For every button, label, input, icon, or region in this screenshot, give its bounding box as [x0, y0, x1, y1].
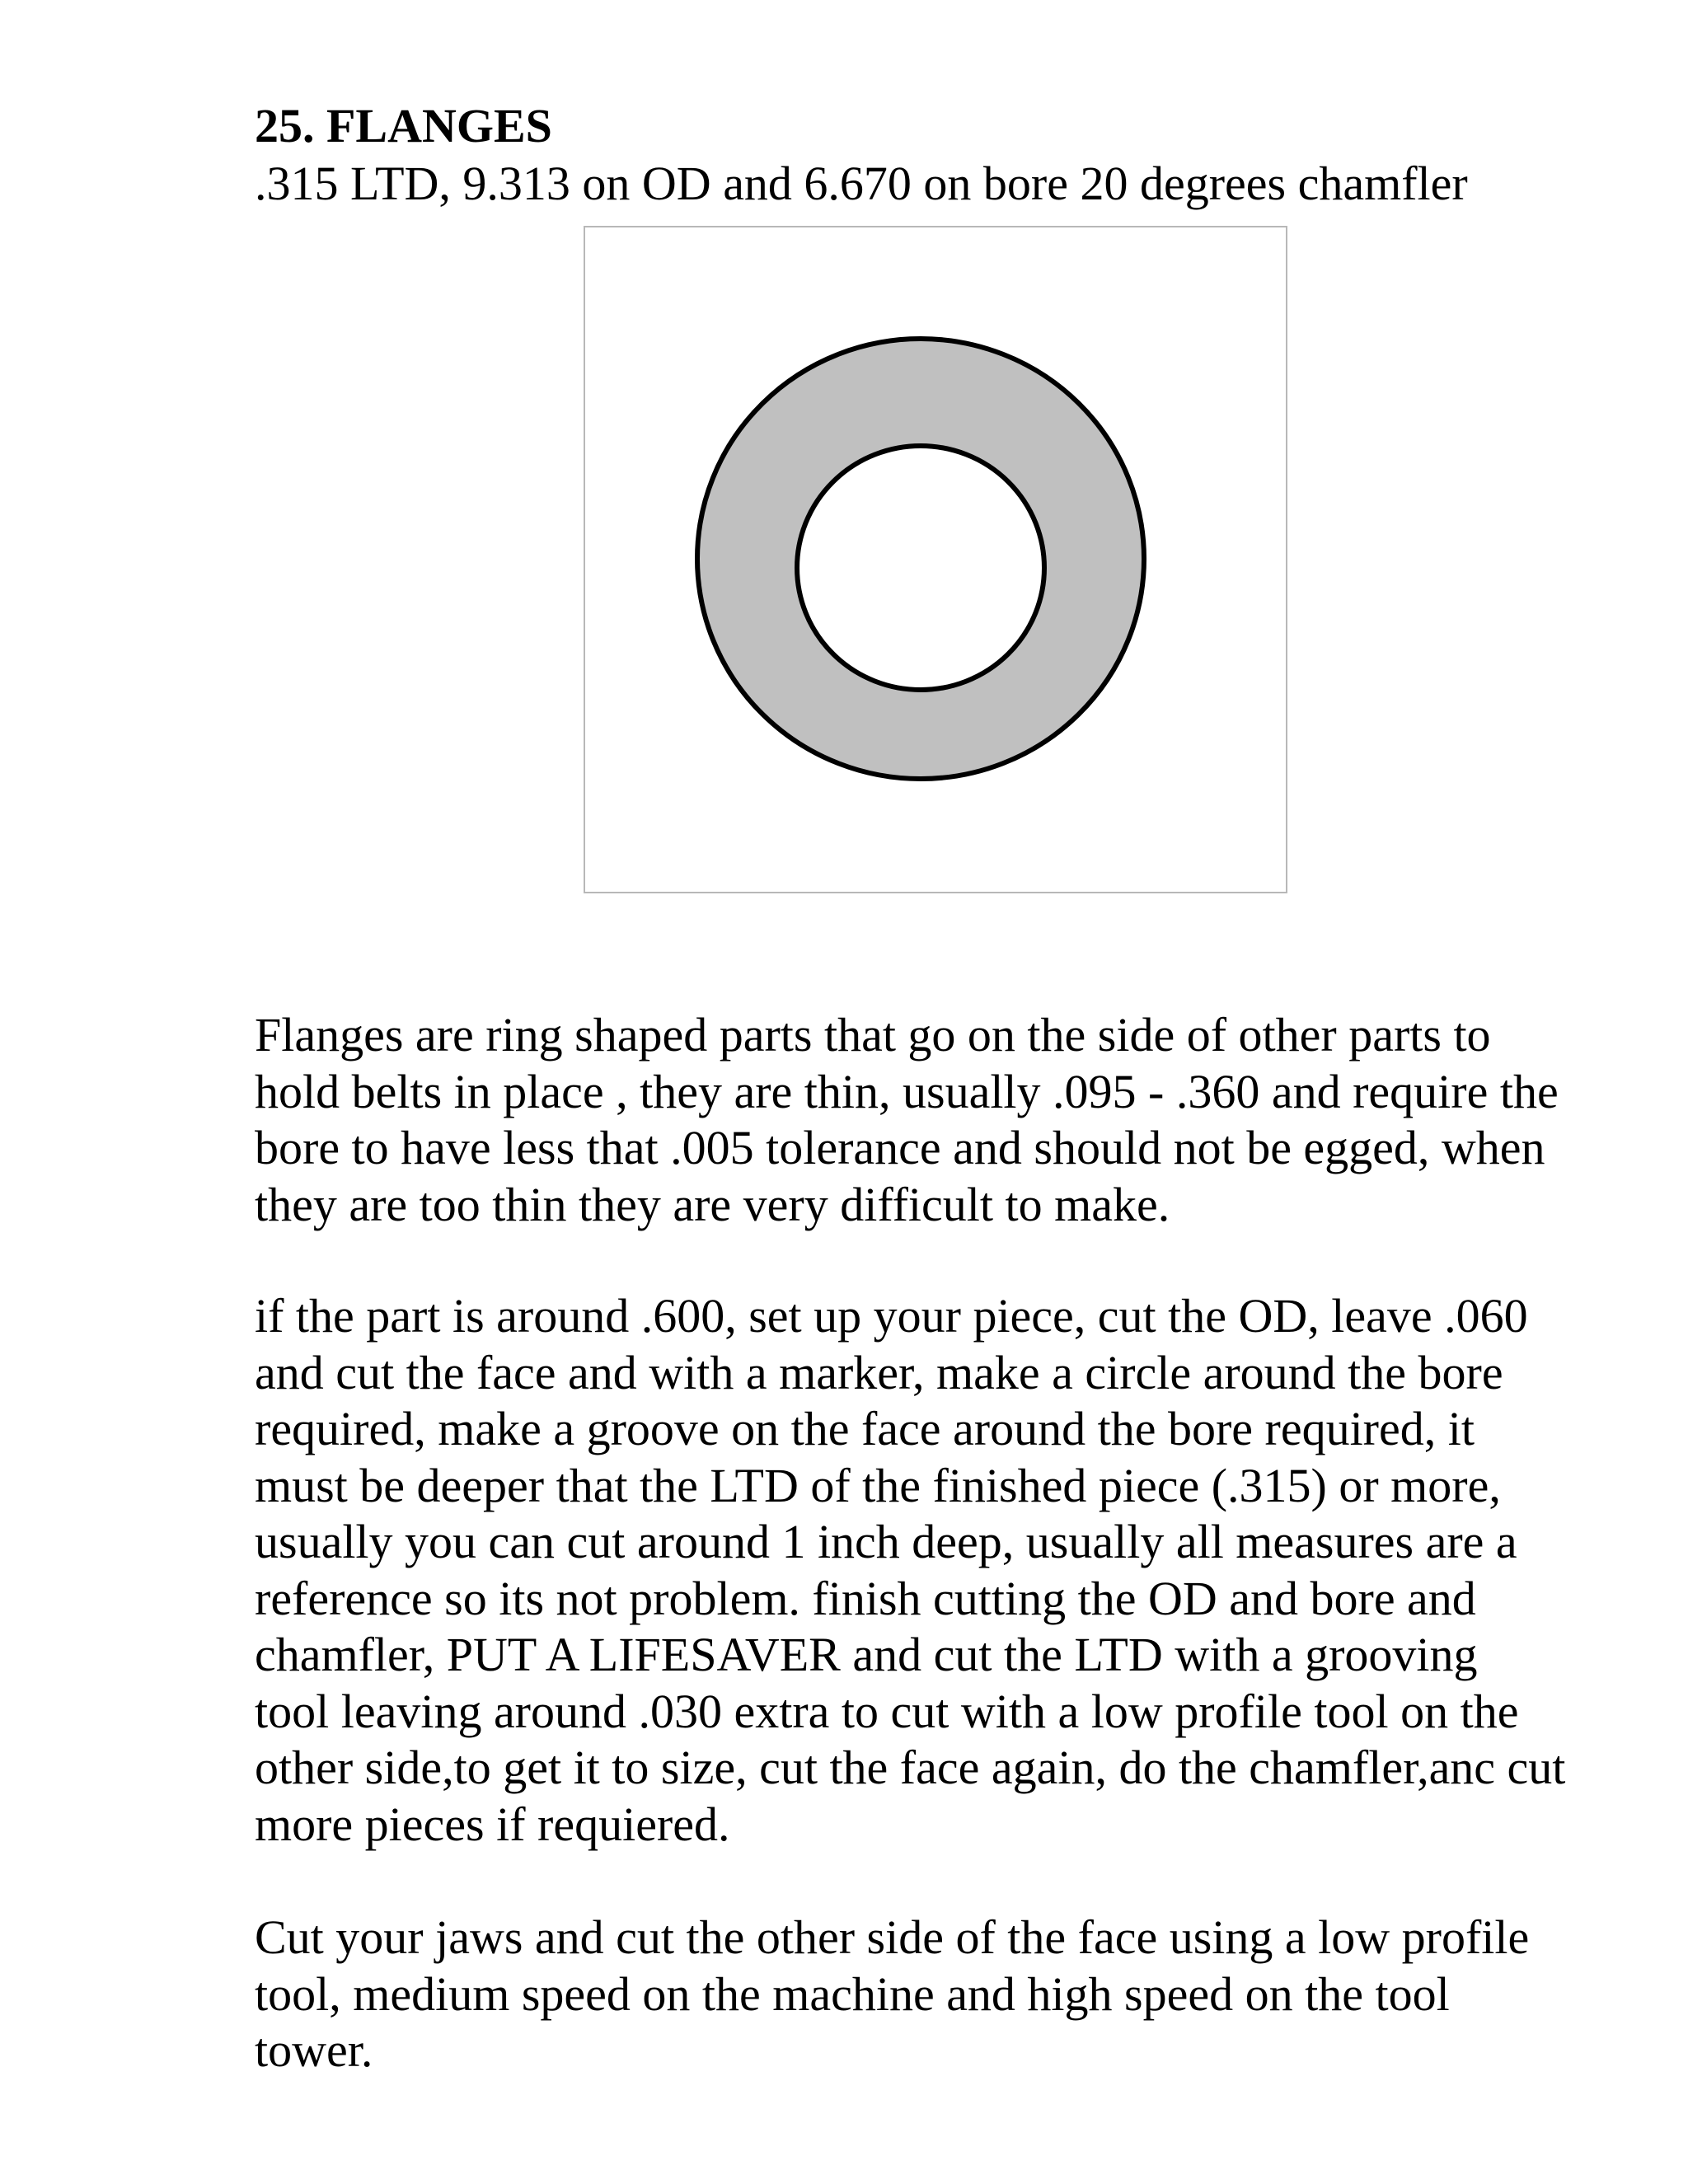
text-line: other side,to get it to size, cut the face again, do the chamfler,anc cut — [255, 1741, 1566, 1794]
section-title: 25. FLANGES — [255, 99, 552, 152]
text-line: Cut your jaws and cut the other side of the face using a low profile — [255, 1910, 1530, 1964]
paragraph-procedure — [255, 1288, 1656, 1853]
paragraph-intro — [255, 1007, 1656, 1233]
text-line: chamfler, PUT A LIFESAVER and cut the LTD with a grooving — [255, 1628, 1478, 1681]
text-line: tool, medium speed on the machine and high speed on the tool — [255, 1966, 1450, 2021]
text-line: required, make a groove on the face around the bore required, it — [255, 1402, 1475, 1455]
text-line: Flanges are ring shaped parts that go on the side of other parts to — [255, 1008, 1491, 1062]
text-line: usually you can cut around 1 inch deep, usually all measures are a — [255, 1515, 1517, 1568]
flange-figure — [584, 226, 1287, 893]
text-line: reference so its not problem. finish cutting the OD and bore and — [255, 1571, 1476, 1625]
text-line: they are too thin they are very difficult to make. — [255, 1177, 1170, 1231]
part-specification: .315 LTD, 9.313 on OD and 6.670 on bore 20 degrees chamfler — [255, 157, 1468, 210]
flange-diagram — [585, 227, 1286, 892]
text-line: tower. — [255, 2023, 373, 2077]
text-line: and cut the face and with a marker, make a circle around the bore — [255, 1345, 1503, 1399]
bore-outline — [797, 446, 1044, 690]
text-line: if the part is around .600, set up your piece, cut the OD, leave .060 — [255, 1289, 1528, 1343]
text-line: bore to have less that .005 tolerance and should not be egged, when — [255, 1121, 1545, 1174]
text-line: must be deeper that the LTD of the finished piece (.315) or more, — [255, 1458, 1501, 1512]
text-line: tool leaving around .030 extra to cut with a low profile tool on the — [255, 1684, 1519, 1738]
text-line: hold belts in place , they are thin, usually .095 - .360 and require the — [255, 1064, 1559, 1118]
text-line: more pieces if requiered. — [255, 1797, 730, 1851]
paragraph-second-side — [255, 1910, 1656, 2079]
